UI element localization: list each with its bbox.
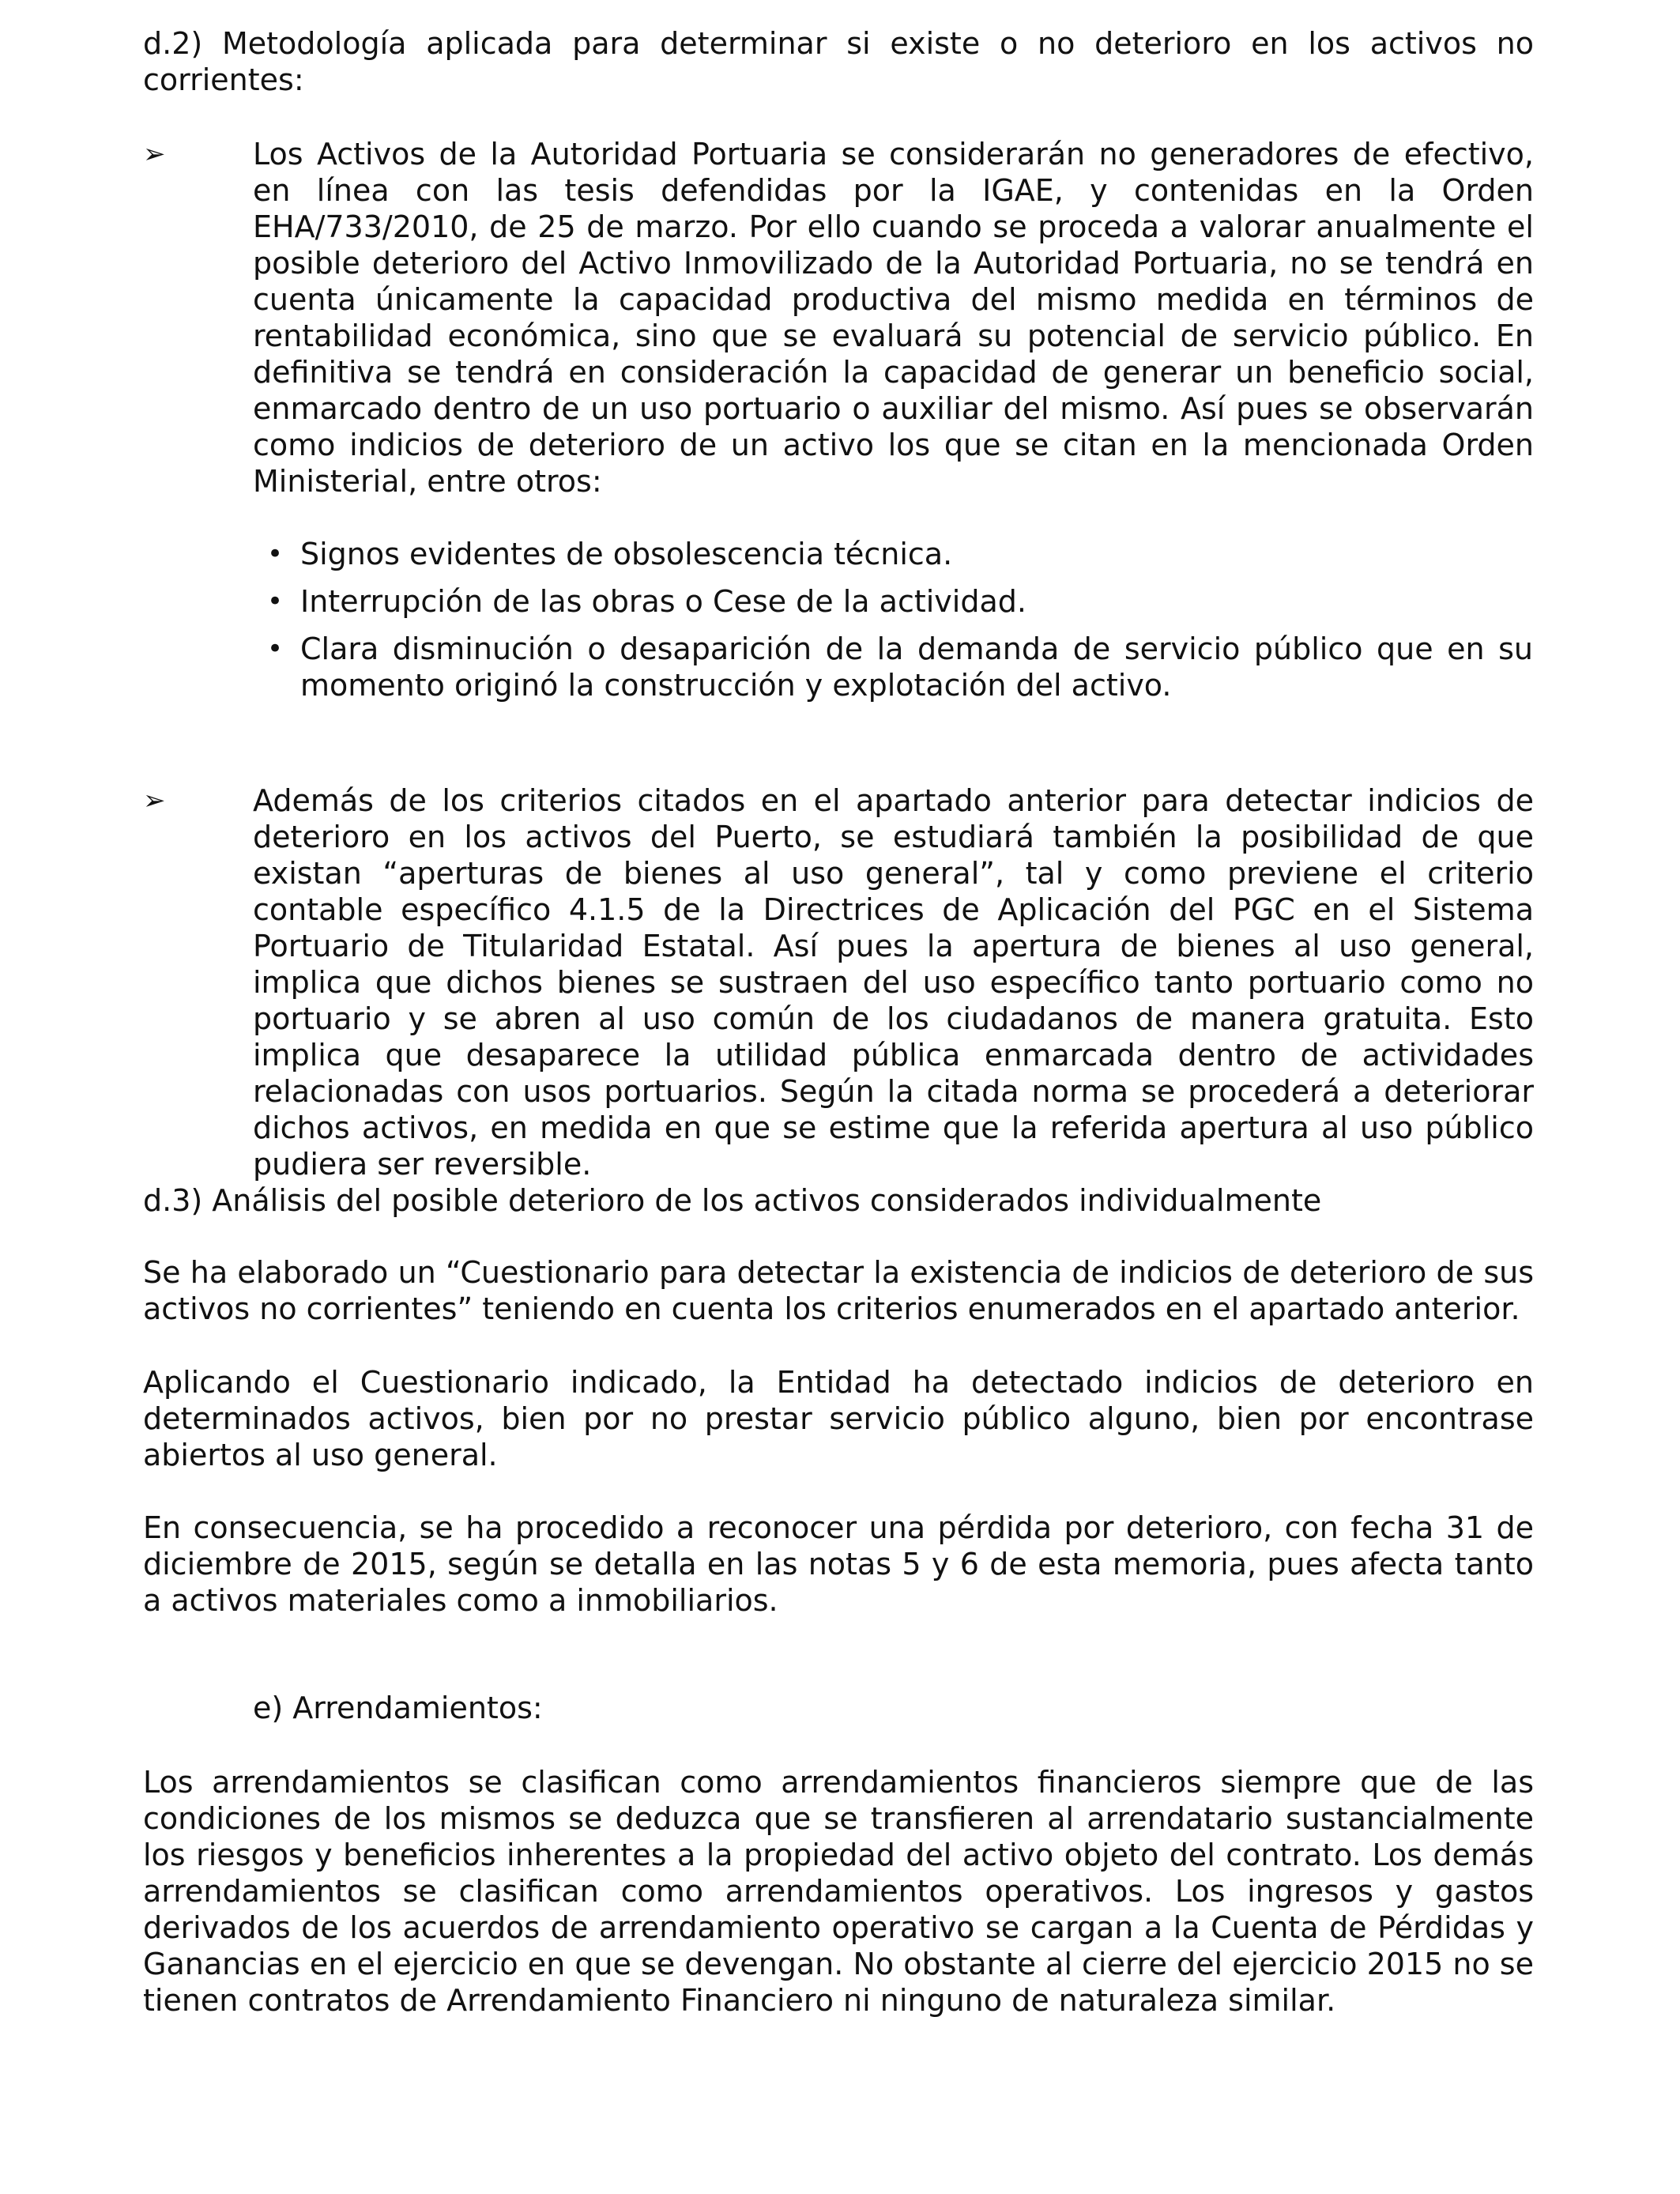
bullet-item-3 — [266, 631, 1533, 703]
bullet-dot-icon: • — [266, 586, 284, 617]
arrow-item-2 — [143, 782, 1534, 1182]
bullet-item-2-text: Interrupción de las obras o Cese de la actividad. — [300, 584, 1026, 619]
arrow-item-1-text: Los Activos de la Autoridad Portuaria se considerarán no generadores de efectivo, en línea con las tesis defendidas por la IGAE, y contenidas en la Orden EHA/733/2010, de 25 de marzo. Por ello cuando se proceda a valorar anualmente el posible deterioro del Activo Inmovilizado de la Autoridad Portuaria, no se tendrá en cuenta únicamente la capacidad productiva del mismo medida en términos de rentabilidad económica, sino que se evaluará su potencial de servicio público. En definitiva se tendrá en consideración la capacidad de generar un beneficio social, enmarcado dentro de un uso portuario o auxiliar del mismo. Así pues se observarán como indicios de deterioro de un activo los que se citan en la mencionada Orden Ministerial, entre otros: — [253, 137, 1534, 499]
section-d3-heading: d.3) Análisis del posible deterioro de los activos considerados individualmente — [143, 1183, 1322, 1218]
bullet-item-2 — [266, 583, 1533, 620]
bullet-item-3-text: Clara disminución o desaparición de la demanda de servicio público que en su momento originó la construcción y explotación del activo. — [300, 631, 1533, 703]
bullet-item-1 — [266, 536, 1533, 572]
arrow-bullet-icon: ➢ — [143, 138, 166, 170]
section-e-paragraph: Los arrendamientos se clasifican como arrendamientos financieros siempre que de las condiciones de los mismos se deduzca que se transfieren al arrendatario sustancialmente los riesgos y beneficios inherentes a la propiedad del activo objeto del contrato. Los demás arrendamientos se clasifican como arrendamientos operativos. Los ingresos y gastos derivados de los acuerdos de arrendamiento operativo se cargan a la Cuenta de Pérdidas y Ganancias en el ejercicio en que se devengan. No obstante al cierre del ejercicio 2015 no se tienen contratos de Arrendamiento Financiero ni ninguno de naturaleza similar. — [143, 1765, 1534, 2018]
arrow-item-2-text: Además de los criterios citados en el apartado anterior para detectar indicios de deterioro en los activos del Puerto, se estudiará también la posibilidad de que existan “aperturas de bienes al uso general”, tal y como previene el criterio contable específico 4.1.5 de la Directrices de Aplicación del PGC en el Sistema Portuario de Titularidad Estatal. Así pues la apertura de bienes al uso general, implica que dichos bienes se sustraen del uso específico tanto portuario como no portuario y se abren al uso común de los ciudadanos de manera gratuita. Esto implica que desaparece la utilidad pública enmarcada dentro de actividades relacionadas con usos portuarios. Según la citada norma se procederá a deteriorar dichos activos, en medida en que se estime que la referida apertura al uso público pudiera ser reversible. — [253, 783, 1534, 1182]
bullet-dot-icon: • — [266, 633, 284, 665]
bullet-item-1-text: Signos evidentes de obsolescencia técnica. — [300, 537, 953, 571]
bullet-dot-icon: • — [266, 538, 284, 570]
section-e-heading: e) Arrendamientos: — [253, 1691, 543, 1725]
section-d3-paragraph-3: En consecuencia, se ha procedido a reconocer una pérdida por deterioro, con fecha 31 de diciembre de 2015, según se detalla en las notas 5 y 6 de esta memoria, pues afecta tanto a activos materiales como a inmobiliarios. — [143, 1510, 1534, 1618]
arrow-bullet-icon: ➢ — [143, 785, 166, 816]
arrow-item-1 — [143, 136, 1534, 499]
section-d3-paragraph-1: Se ha elaborado un “Cuestionario para detectar la existencia de indicios de deterioro de sus activos no corrientes” teniendo en cuenta los criterios enumerados en el apartado anterior. — [143, 1255, 1534, 1326]
section-d3-paragraph-2: Aplicando el Cuestionario indicado, la Entidad ha detectado indicios de deterioro en determinados activos, bien por no prestar servicio público alguno, bien por encontrase abiertos al uso general. — [143, 1365, 1534, 1472]
section-d2-heading: d.2) Metodología aplicada para determinar si existe o no deterioro en los activos no corrientes: — [143, 26, 1534, 97]
